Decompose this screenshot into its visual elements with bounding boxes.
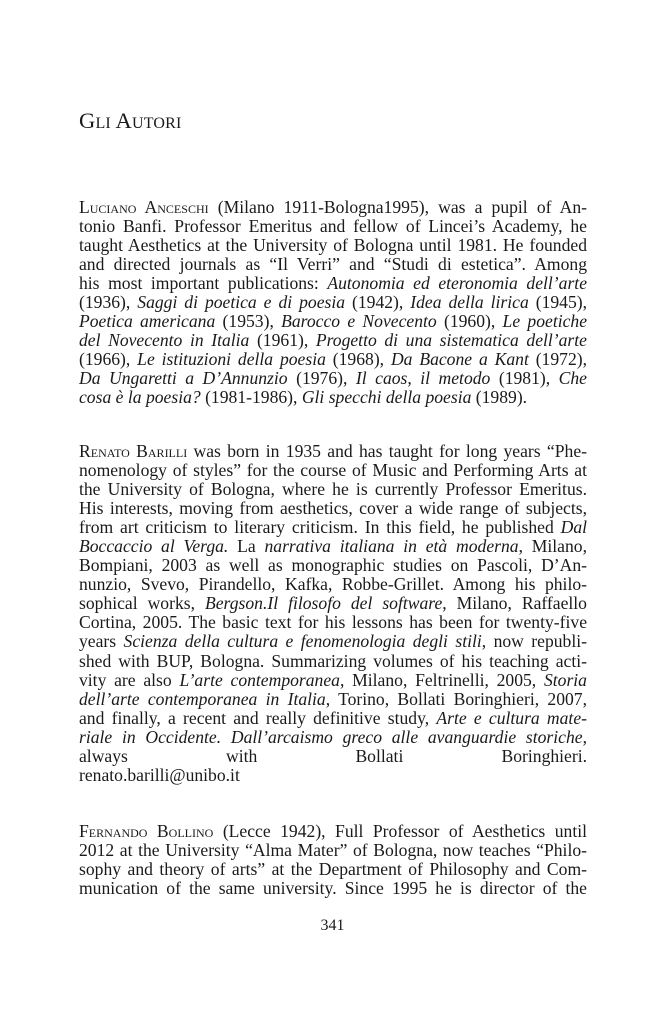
- work-title: dell’arte contemporanea in Italia: [79, 688, 326, 709]
- text-line: taught Aesthetics at the University of Bologna until 1981. He founded: [79, 235, 587, 256]
- text-line: sophical works, Bergson.Il filosofo del software, Milano, Raffaello: [79, 593, 587, 614]
- work-title: Idea della lirica: [410, 292, 529, 313]
- text-line: and directed journals as “Il Verri” and “Studi di estetica”. Among: [79, 254, 587, 275]
- section-title: Gli Autori: [79, 108, 182, 133]
- text-line: sophy and theory of arts” at the Department of Philosophy and Com-: [79, 859, 587, 880]
- work-title: Barocco e Novecento: [281, 311, 437, 332]
- text-line: nunzio, Svevo, Pirandello, Kafka, Robbe-Grillet. Among his philo-: [79, 574, 587, 595]
- work-title: Storia: [543, 669, 587, 690]
- text-line: Da Ungaretti a D’Annunzio (1976), Il caos, il metodo (1981), Che: [79, 368, 587, 389]
- text-line: Fernando Bollino (Lecce 1942), Full Professor of Aesthetics until: [79, 821, 587, 841]
- text-line: years Scienza della cultura e fenomenologia degli stili, now republi-: [79, 631, 587, 652]
- author-name: Renato Barilli: [79, 441, 188, 461]
- text-line: 2012 at the University “Alma Mater” of Bologna, now teaches “Philo-: [79, 840, 587, 861]
- text-line: cosa è la poesia? (1981-1986), Gli specchi della poesia (1989).: [79, 387, 528, 408]
- work-title: Il caos, il metodo: [355, 368, 491, 389]
- text-line: His interests, moving from aesthetics, cover a wide range of subjects,: [79, 498, 587, 519]
- page-number: 341: [320, 917, 345, 934]
- work-title: cosa è la poesia?: [79, 387, 201, 408]
- text-line: the University of Bologna, where he is currently Professor Emeritus.: [79, 479, 587, 500]
- work-title: Dal: [560, 517, 587, 538]
- text-line: tonio Banfi. Professor Emeritus and fellow of Lincei’s Academy, he: [79, 216, 587, 237]
- text-line: shed with BUP, Bologna. Summarizing volumes of his teaching acti-: [79, 650, 587, 671]
- text-line: Boccaccio al Verga. La narrativa italiana in età moderna, Milano,: [79, 536, 587, 557]
- work-title: Autonomia ed eteronomia dell’arte: [327, 273, 588, 294]
- work-title: narrativa italiana in età moderna: [264, 536, 519, 557]
- author-name: Luciano Anceschi: [79, 197, 209, 217]
- work-title: Da Bacone a Kant: [390, 349, 529, 370]
- text-line: from art criticism to literary criticism. In this field, he published Dal: [79, 517, 587, 538]
- work-title: Arte e cultura mate-: [436, 707, 587, 728]
- text-line: riale in Occidente. Dall’arcaismo greco alle avanguardie storiche,: [79, 726, 587, 747]
- author-entry: [79, 442, 587, 785]
- text-line: Cortina, 2005. The basic text for his lessons has been for twenty-five: [79, 612, 587, 633]
- text-line: del Novecento in Italia (1961), Progetto di una sistematica dell’arte: [79, 330, 587, 351]
- text-line: munication of the same university. Since 1995 he is director of the: [79, 878, 587, 899]
- text-line: dell’arte contemporanea in Italia, Torino, Bollati Boringhieri, 2007,: [79, 688, 587, 709]
- work-title: Da Ungaretti a D’Annunzio: [79, 368, 288, 389]
- author-entry: [79, 822, 587, 898]
- work-title: L’arte contemporanea: [179, 669, 340, 690]
- work-title: Progetto di una sistematica dell’arte: [315, 330, 587, 351]
- work-title: Saggi di poetica e di poesia: [137, 292, 346, 313]
- text-line: vity are also L’arte contemporanea, Milano, Feltrinelli, 2005, Storia: [79, 669, 587, 690]
- author-entry: [79, 198, 587, 408]
- work-title: Boccaccio al Verga.: [79, 536, 229, 557]
- text-line: Poetica americana (1953), Barocco e Novecento (1960), Le poetiche: [79, 311, 588, 332]
- text-line: always with Bollati Boringhieri.: [79, 745, 587, 766]
- text-line: and finally, a recent and really definitive study, Arte e cultura mate-: [79, 707, 587, 728]
- text-line: Renato Barilli was born in 1935 and has taught for long years “Phe-: [79, 441, 587, 461]
- work-title: Bergson.Il filosofo del software: [204, 593, 443, 614]
- text-line: his most important publications: Autonomia ed eteronomia dell’arte: [79, 273, 588, 294]
- work-title: del Novecento in Italia: [79, 330, 250, 351]
- work-title: Scienza della cultura e fenomenologia degli stili: [123, 631, 482, 652]
- work-title: Poetica americana: [79, 311, 216, 332]
- text-line: (1966), Le istituzioni della poesia (1968), Da Bacone a Kant (1972),: [79, 349, 587, 370]
- text-line: renato.barilli@unibo.it: [79, 764, 240, 785]
- work-title: Gli specchi della poesia: [301, 387, 472, 408]
- text-line: (1936), Saggi di poetica e di poesia (1942), Idea della lirica (1945),: [79, 292, 588, 313]
- text-line: Luciano Anceschi (Milano 1911-Bologna1995), was a pupil of An-: [79, 197, 587, 217]
- work-title: Le istituzioni della poesia: [137, 349, 326, 370]
- work-title: Le poetiche: [502, 311, 588, 332]
- work-title: riale in Occidente. Dall’arcaismo greco alle avanguardie storiche: [79, 726, 583, 747]
- work-title: Che: [558, 368, 587, 389]
- text-line: nomenology of styles” for the course of Music and Performing Arts at: [79, 460, 587, 481]
- author-name: Fernando Bollino: [79, 821, 214, 841]
- text-line: Bompiani, 2003 as well as monographic studies on Pascoli, D’An-: [79, 555, 587, 576]
